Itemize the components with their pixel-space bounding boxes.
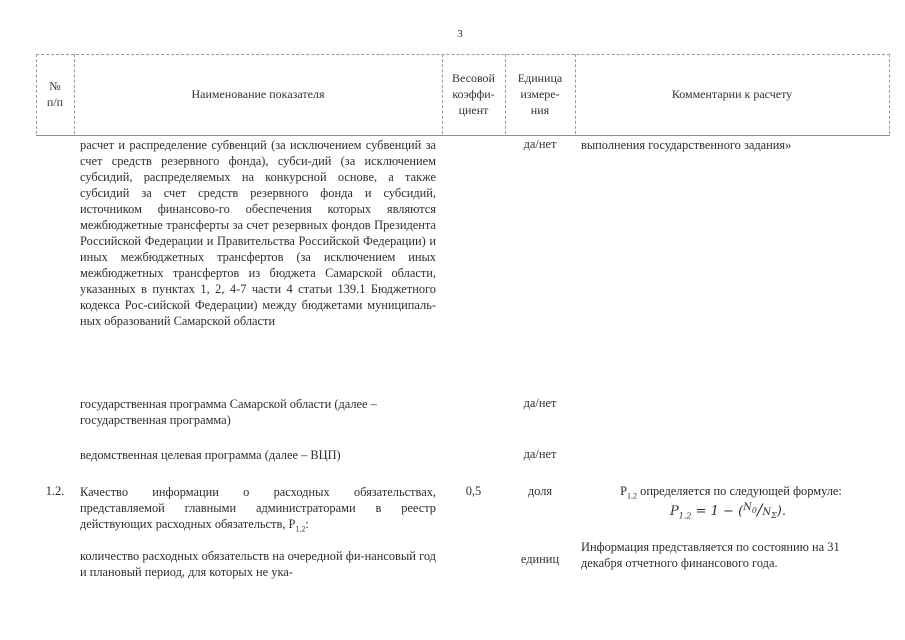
header-name: Наименование показателя: [191, 87, 325, 101]
row5-text: количество расходных обязательств на очередной фи-нансовый год и плановый период, для которых не ука-: [80, 549, 436, 579]
header-weight: Весовой коэффи- циент: [452, 71, 495, 117]
formula: $P_{1.2} = 1 - (^{N_0}/N_\Sigma)$.: [670, 500, 787, 521]
header-unit: Единица измере- ния: [517, 71, 563, 117]
row4-text: Качество информации о расходных обязательствах, представляемой главными администраторами в реестр действующих расходных обязательств, $P_{1.2}$:: [80, 485, 436, 534]
row3-text: ведомственная целевая программа (далее – ВЦП): [80, 448, 341, 462]
header-comment: Комментарии к расчету: [671, 87, 793, 101]
header-num: № п/п: [46, 79, 64, 109]
row4-num: 1.2.: [45, 484, 65, 498]
row4-unit: доля: [527, 484, 553, 498]
row4-comment: $P_{1.2}$ определяется по следующей формуле:: [620, 484, 842, 501]
header-divider: [889, 54, 890, 134]
row1-text: расчет и распределение субвенций (за исключением субвенций за счет средств резервного фонда), субси-дий (за исключением субсидий, распределяемых на конкурсной основе, а также субсидий за счет средств резервного фонда и субсидий, источником финансово-го обеспечения которых являются межбюджетные трансферты за счет резервных фондов Президента Российской Федерации и Правительства Российской Федерации) и иных межбюджетных трансфертов (за исключением иных межбюджетных трансфертов из бюджета Самарской области, указанных в пунктах 1, 2, 4-7 части 4 статьи 139.1 Бюджетного кодекса Рос-сийской Федерации) между бюджетами муниципаль-ных образований Самарской области: [80, 138, 436, 328]
page-number: 3: [457, 28, 463, 40]
row1-unit: да/нет: [523, 137, 557, 151]
row1-comment: выполнения государственного задания»: [581, 138, 792, 152]
row2-unit: да/нет: [523, 396, 557, 410]
row5-unit: единиц: [520, 552, 560, 566]
row2-text: государственная программа Самарской области (далее – государственная программа): [80, 397, 377, 427]
row3-unit: да/нет: [523, 447, 557, 461]
row5-comment: Информация представляется по состоянию на 31 декабря отчетного финансового года.: [581, 540, 840, 570]
row4-weight: 0,5: [465, 484, 482, 498]
